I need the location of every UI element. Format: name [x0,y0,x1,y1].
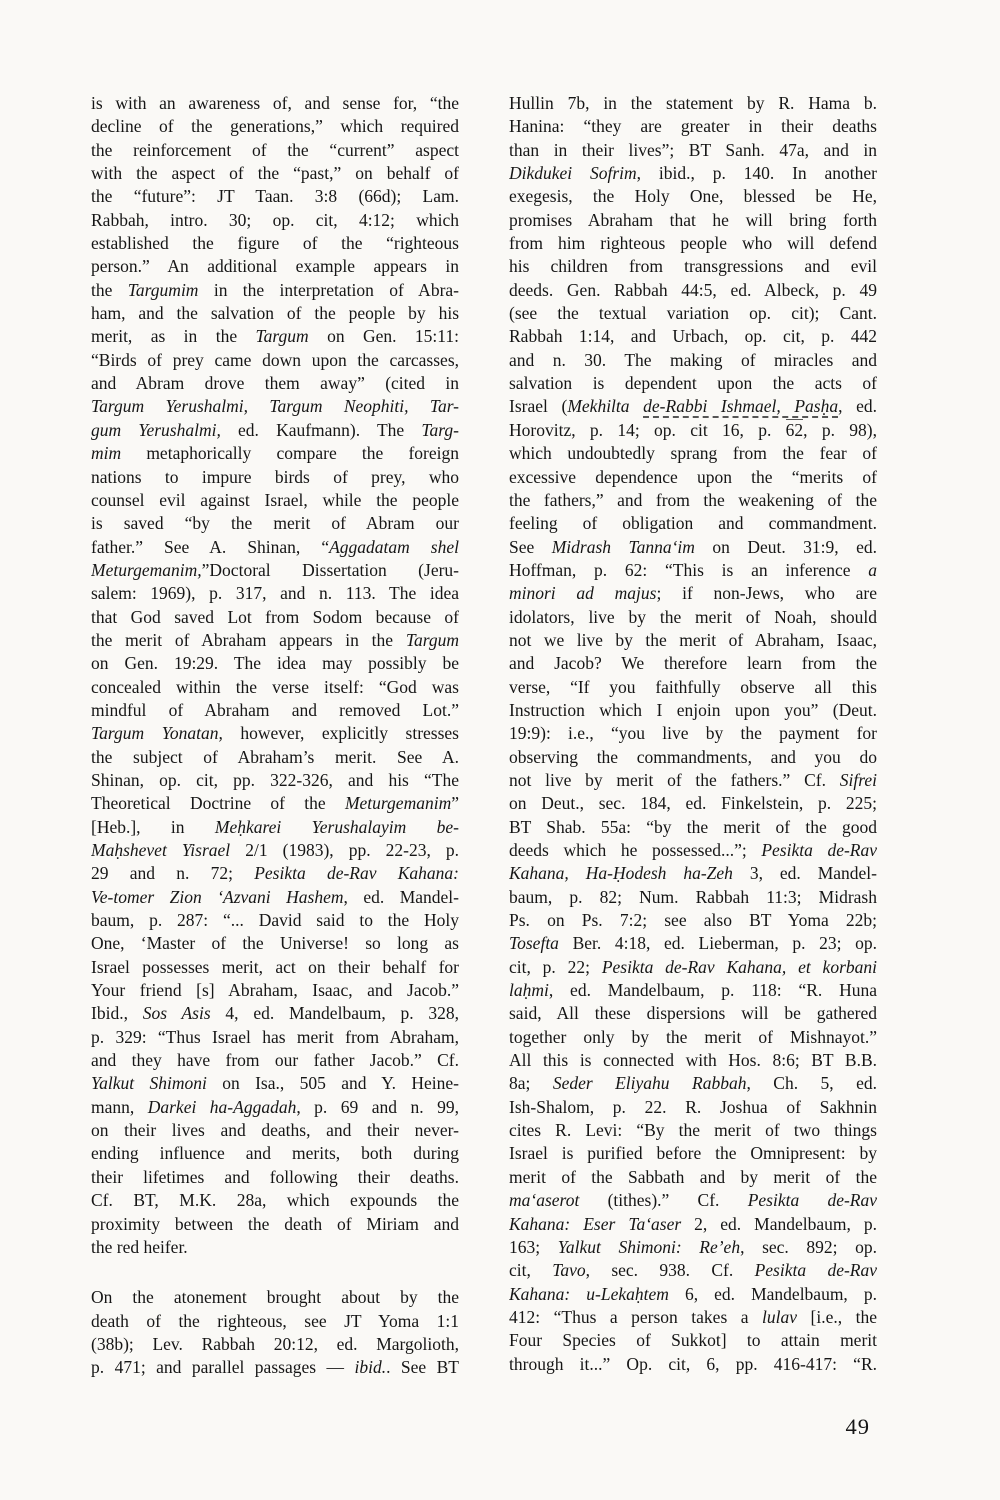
body-text: than in their lives”; BT Sanh. 47a, and in [509,139,877,160]
body-text: promises Abraham that he will bring forth [509,209,877,230]
body-text: the reinforcement of the “current” aspect [91,139,459,160]
text-line [91,886,459,909]
text-line [91,769,459,792]
text-line [91,746,459,769]
text-column-left [91,92,459,1380]
body-text: 8a; [509,1073,553,1094]
body-text: 163; [509,1236,558,1257]
body-text: BT Shab. 55a: “by the merit of the good [509,816,877,837]
text-line [91,629,459,652]
paragraph [91,1286,459,1379]
body-text: the red heifer. [91,1236,188,1257]
body-text: , ed. Mandel- [343,886,459,907]
body-text: Cf. BT, M.K. 28a, which expounds the [91,1190,459,1211]
body-text: , Ch. 5, ed. [746,1073,877,1094]
text-line [509,932,877,955]
text-line [91,419,459,442]
body-text: proximity between the death of Miriam and [91,1213,459,1234]
body-text: deeds. Gen. Rabbah 44:5, ed. Albeck, p. 49 [509,279,877,300]
body-text: ending influence and merits, both during [91,1143,459,1164]
text-line [91,1002,459,1025]
text-line [91,185,459,208]
body-text: mann, [91,1096,148,1117]
body-text: not live by merit of the fathers.” Cf. [509,769,840,790]
text-line [91,255,459,278]
text-line [509,1213,877,1236]
body-text: Four Species of Sukkot] to attain merit [509,1330,877,1351]
body-text: cit, [509,1260,553,1281]
text-line [91,1072,459,1095]
text-line [91,792,459,815]
italic-text: Mekhilta [567,396,644,417]
text-line [91,232,459,255]
italic-text: laḥmi [509,980,549,1001]
text-line [509,1166,877,1189]
text-line [91,1166,459,1189]
text-line [91,652,459,675]
body-text: the [91,279,128,300]
text-line [509,1096,877,1119]
body-text: Ps. on Ps. 7:2; see also BT Yoma 22b; [509,910,877,931]
text-line [91,932,459,955]
text-line [91,139,459,162]
body-text: Rabbah, intro. 30; op. cit, 4:12; which [91,209,459,230]
body-text: ed. Kaufmann). The [220,419,422,440]
text-line [91,209,459,232]
body-text: Theoretical Doctrine of the [91,793,345,814]
body-text: on Gen. 19:29. The idea may possibly be [91,653,459,674]
body-text: , sec. 938. Cf. [585,1260,755,1281]
text-line [509,746,877,769]
body-text: salem: 1969), p. 317, and n. 113. The idea [91,583,459,604]
body-text: through it...” Op. cit, 6, pp. 416-417: “R. [509,1353,877,1374]
body-text: Ber. 4:18, ed. Lieberman, p. 23; op. [558,933,877,954]
body-text: however, explicitly stresses [222,723,459,744]
text-line [91,162,459,185]
body-text: in the interpretation of Abra- [198,279,459,300]
body-text: excessive dependence upon the “merits of [509,466,877,487]
body-text: the fathers,” and from the weakening of the [509,489,877,510]
italic-text: Yalkut Shimoni: Re’eh [557,1236,741,1257]
body-text: p. 329: “Thus Israel has merit from Abraham, [91,1026,459,1047]
body-text: death of the righteous, see JT Yoma 1:1 [91,1310,459,1331]
text-line [91,816,459,839]
body-text: established the figure of the “righteous [91,233,459,254]
body-text: ham, and the salvation of the people by his [91,303,459,324]
body-text: father.” See A. Shinan, “ [91,536,330,557]
italic-text: Aggadatam shel [329,536,459,557]
text-line [91,325,459,348]
text-line [509,956,877,979]
italic-text: Ve-tomer Zion ‘Azvani Hashem [91,886,344,907]
body-text: (see the textual variation op. cit); Cant. [509,303,877,324]
body-text: Israel possesses merit, act on their behalf for [91,956,459,977]
body-text: [i.e., the [797,1306,877,1327]
text-line [91,1213,459,1236]
text-line [509,816,877,839]
body-text: p. 471; and parallel passages — [91,1357,355,1378]
body-text: On the atonement brought about by the [91,1287,459,1308]
body-text: and n. 30. The making of miracles and [509,349,877,370]
body-text: 6, ed. Mandelbaum, p. [668,1283,877,1304]
body-text: ”Doctoral Dissertation (Jeru- [201,559,459,580]
body-text: with the aspect of the “past,” on behalf of [91,163,459,184]
body-text: Ish-Shalom, p. 22. R. Joshua of Sakhnin [509,1096,877,1117]
text-line [91,676,459,699]
body-text: is with an awareness of, and sense for, “the [91,93,459,113]
text-line [509,559,877,582]
text-line [91,1310,459,1333]
body-text: counsel evil against Israel, while the people [91,489,459,510]
text-line [509,349,877,372]
body-text: All this is connected with Hos. 8:6; BT B.B. [509,1050,877,1071]
body-text: ; if non-Jews, who are [656,583,877,604]
text-line [91,582,459,605]
text-line [91,1049,459,1072]
text-line [91,1096,459,1119]
text-line [509,1049,877,1072]
italic-text: Targ- [421,419,459,440]
text-line [509,372,877,395]
body-text: One, ‘Master of the Universe! so long as [91,933,459,954]
body-text: , sec. 892; op. [740,1236,877,1257]
text-line [91,1356,459,1379]
body-text: on their lives and deaths, and their never- [91,1120,459,1141]
text-line [509,1306,877,1329]
body-text: their lifetimes and following their deaths. [91,1166,459,1187]
body-text: which undoubtedly sprang from the fear of [509,443,877,464]
text-line [509,232,877,255]
body-text: Israel is purified before the Omnipresent: by [509,1143,877,1164]
body-text: [Heb.], in [91,816,215,837]
text-line [509,395,877,418]
body-text: idolators, live by the merit of Noah, should [509,606,877,627]
italic-text: Pesikta de-Rav [761,840,877,860]
italic-text: minori ad majus [509,583,657,604]
text-line [509,979,877,1002]
body-text: Rabbah 1:14, and Urbach, op. cit, p. 442 [509,326,877,347]
body-text: together only by the merit of Mishnayot.” [509,1026,877,1047]
body-text: and Jacob? We therefore learn from the [509,653,877,674]
body-text: on Deut., sec. 184, ed. Finkelstein, p. 225; [509,793,877,814]
text-line [91,349,459,372]
text-line [509,909,877,932]
text-line [509,1072,877,1095]
body-text: metaphorically compare the foreign [121,443,459,464]
italic-text: de-Rabbi Ishmael, Pasḥa [643,396,839,417]
text-line [91,606,459,629]
body-text: . See BT [386,1357,459,1378]
text-line [91,909,459,932]
body-text: Hoffman, p. 62: “This is an inference [509,559,869,580]
text-line [509,1259,877,1282]
text-line [509,279,877,302]
body-text: and they have from our father Jacob.” Cf. [91,1050,459,1071]
text-line [509,652,877,675]
paragraph [91,92,459,1259]
body-text: Horovitz, p. 14; op. cit 16, p. [509,419,786,440]
italic-text: Sos Asis [142,1003,211,1024]
body-text: (tithes).” Cf. [579,1190,748,1211]
text-line [509,629,877,652]
text-line [91,302,459,325]
body-text: mindful of Abraham and removed Lot.” [91,699,459,720]
text-line [509,325,877,348]
italic-text: Pesikta de-Rav [747,1190,877,1211]
body-text: deeds which he possessed...”; [509,840,762,860]
text-line [509,792,877,815]
text-line [91,279,459,302]
text-line [91,699,459,722]
text-line [509,1329,877,1352]
body-text: decline of the generations,” which required [91,116,459,137]
body-text: feeling of obligation and commandment. [509,513,877,534]
text-line [91,1189,459,1212]
text-line [509,582,877,605]
body-text: that God saved Lot from Sodom because of [91,606,459,627]
body-text: 2/1 (1983), pp. 22-23, p. [230,840,459,860]
body-text: verse, “If you faithfully observe all this [509,676,877,697]
body-text: the “future”: JT Taan. 3:8 (66d); Lam. [91,186,459,207]
italic-text: Kahana: Eser Ta‘aser [509,1213,682,1234]
body-text: cit, p. 22; [509,956,602,977]
italic-text: Pesikta de-Rav [754,1260,877,1281]
text-line [509,1119,877,1142]
body-text: nations to impure birds of prey, who [91,466,459,487]
text-line [91,395,459,418]
body-text: on Gen. 15:11: [308,326,459,347]
text-line [509,489,877,512]
text-line [91,536,459,559]
body-text: , ed. Mandelbaum, p. 118: “R. Huna [548,980,877,1001]
body-text: baum, p. 287: “... David said to the Holy [91,910,459,931]
paragraph [509,92,877,1376]
body-text: on Deut. 31:9, ed. [694,536,877,557]
italic-text: Darkei ha-Aggadah [147,1096,297,1117]
body-text: Shinan, op. cit, pp. 322-326, and his “The [91,769,459,790]
body-text: 29 and n. 72; [91,863,255,884]
body-text: cites R. Levi: “By the merit of two things [509,1120,877,1141]
body-text: Ibid., [91,1003,143,1024]
text-line [509,722,877,745]
page-number: 49 [845,1414,870,1439]
body-text: Israel ( [509,396,568,417]
text-line [91,1286,459,1309]
text-line [509,699,877,722]
italic-text: Targum [405,629,459,650]
body-text: , p. 98), [803,419,877,440]
body-text: observing the commandments, and you do [509,746,877,767]
body-text: said, All these dispersions will be gathered [509,1003,877,1024]
italic-text: Meḥkarei Yerushalayim be- [214,816,459,837]
text-line [91,1026,459,1049]
italic-text: Maḥshevet Yisrael [91,840,231,860]
text-line [509,769,877,792]
italic-text: Kahana: u-Lekaḥtem [509,1283,669,1304]
body-text: exegesis, the Holy One, blessed be He, [509,186,877,207]
body-text: his children from transgressions and evil [509,256,877,277]
italic-text: Sifrei [839,769,877,790]
text-line [509,442,877,465]
italic-text: Targum [255,326,309,347]
body-text: Hullin 7b, in the statement by R. Hama b. [509,93,877,113]
text-line [509,1353,877,1376]
text-line [91,466,459,489]
text-line [509,1236,877,1259]
text-line [509,839,877,862]
italic-text: Meturgemanim [344,793,452,814]
italic-text: a [868,559,877,580]
italic-text: Dikdukei Sofrim [509,163,637,184]
body-text: Instruction which I enjoin upon you” (Deut. [509,699,877,720]
body-text: the merit of Abraham appears in the [91,629,406,650]
body-text: not we live by the merit of Abraham, Isaac, [509,629,877,650]
body-text: , p. 69 and n. 99, [296,1096,459,1117]
body-text: on Isa., 505 and Y. Heine- [206,1073,459,1094]
text-line [509,419,877,442]
text-line [509,886,877,909]
text-line [509,185,877,208]
body-text: Your friend [s] Abraham, Isaac, and Jacob.” [91,980,459,1001]
text-line [509,676,877,699]
body-text: salvation is dependent upon the acts of [509,373,877,394]
body-text: (38b); Lev. Rabbah 20:12, ed. Margolioth, [91,1333,459,1354]
body-text: , ibid., p. 140. In another [636,163,877,184]
text-line [91,1333,459,1356]
italic-text: lulav [762,1306,798,1327]
text-line [91,979,459,1002]
text-line [91,956,459,979]
body-text: 3, ed. Mandel- [732,863,877,884]
body-text: 2, ed. Mandelbaum, p. [681,1213,877,1234]
body-text: 62 [785,419,804,440]
italic-text: Pesikta de-Rav Kahana, et korbani [601,956,877,977]
body-text: the subject of Abraham’s merit. See A. [91,746,459,767]
text-line [509,139,877,162]
text-line [509,1142,877,1165]
italic-text: mim [91,443,122,464]
italic-text: Targum Yonatan, [91,723,223,744]
text-line [91,722,459,745]
body-text: concealed within the verse itself: “God was [91,676,459,697]
body-text: merit of the Sabbath and by merit of the [509,1166,877,1187]
body-text: , ed. [838,396,877,417]
text-line [509,606,877,629]
italic-text: ma‘aserot [509,1190,580,1211]
text-line [91,1142,459,1165]
body-text: merit, as in the [91,326,256,347]
body-text: is saved “by the merit of Abram our [91,513,459,534]
text-line [91,1236,459,1259]
text-line [509,92,877,115]
text-line [509,536,877,559]
body-text: 412: “Thus a person takes a [509,1306,763,1327]
italic-text: Tosefta [509,933,559,954]
body-text: ” [451,793,459,814]
text-line [91,559,459,582]
italic-text: Pesikta de-Rav Kahana: [254,863,459,884]
body-text: and Abram drove them away” (cited in [91,373,459,394]
text-line [91,839,459,862]
body-text: Hanina: “they are greater in their deaths [509,116,877,137]
body-text: 19:9): i.e., “you live by the payment for [509,723,877,744]
text-column-right [509,92,877,1376]
text-line [91,1119,459,1142]
text-line [509,466,877,489]
italic-text: Yalkut Shimoni [91,1073,207,1094]
body-text: person.” An additional example appears in [91,256,459,277]
body-text: 4, ed. Mandelbaum, p. 328, [210,1003,459,1024]
italic-text: Targum Yerushalmi, Targum Neophiti, Tar- [91,396,459,417]
text-line [509,255,877,278]
body-text: baum, p. 82; Num. Rabbah 11:3; Midrash [509,886,877,907]
text-line [91,862,459,885]
text-line [509,162,877,185]
italic-text: Seder Eliyahu Rabbah [552,1073,747,1094]
text-line [509,862,877,885]
text-line [91,115,459,138]
italic-text: Targumim [127,279,199,300]
italic-text: gum Yerushalmi, [91,419,221,440]
text-line [509,512,877,535]
italic-text: ibid. [354,1357,387,1378]
text-line [509,1283,877,1306]
text-line [509,115,877,138]
text-line [91,372,459,395]
italic-text: Kahana, Ha-Ḥodesh ha-Zeh [509,863,733,884]
body-text: “Birds of prey came down upon the carcasses, [91,349,459,370]
text-line [91,512,459,535]
italic-text: Meturgemanim, [91,559,202,580]
italic-text: Tavo [552,1260,586,1281]
text-line [509,1002,877,1025]
text-line [91,442,459,465]
text-line [509,1026,877,1049]
text-line [509,209,877,232]
text-line [509,302,877,325]
italic-text: Midrash Tanna‘im [551,536,695,557]
body-text: from him righteous people who will defend [509,233,877,254]
text-line [91,489,459,512]
text-line [509,1189,877,1212]
text-line [91,92,459,115]
body-text: See [509,536,552,557]
